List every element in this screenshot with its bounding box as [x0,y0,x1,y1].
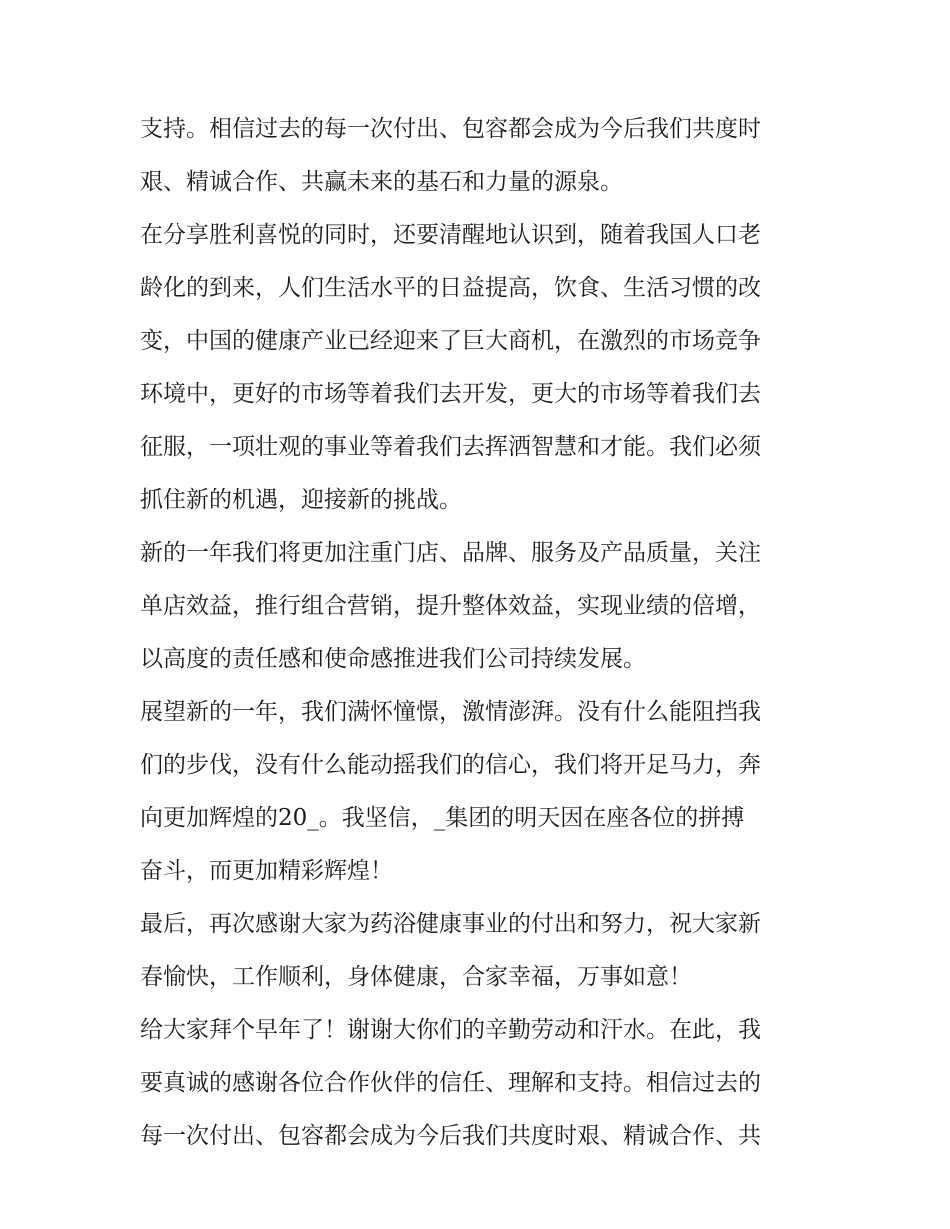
text-line: 环境中，更好的市场等着我们去开发，更大的市场等着我们去 [140,381,761,407]
text-line: 以高度的责任感和使命感推进我们公司持续发展。 [140,646,646,672]
text-line: 艰、精诚合作、共赢未来的基石和力量的源泉。 [140,169,623,195]
document-body [140,103,812,1163]
text-line: 奋斗，而更加精彩辉煌！ [140,858,393,884]
text-line: 最后，再次感谢大家为药浴健康事业的付出和努力，祝大家新 [140,911,761,937]
text-line: 每一次付出、包容都会成为今后我们共度时艰、精诚合作、共 [140,1123,761,1149]
text-line: 支持。相信过去的每一次付出、包容都会成为今后我们共度时 [140,116,761,142]
text-line: 们的步伐，没有什么能动摇我们的信心，我们将开足马力，奔 [140,752,761,778]
text-line: 在分享胜利喜悦的同时，还要清醒地认识到，随着我国人口老 [140,222,761,248]
text-line: 春愉快，工作顺利，身体健康，合家幸福，万事如意！ [140,964,692,990]
text-line: 抓住新的机遇，迎接新的挑战。 [140,487,462,513]
text-line: 要真诚的感谢各位合作伙伴的信任、理解和支持。相信过去的 [140,1070,761,1096]
text-line: 新的一年我们将更加注重门店、品牌、服务及产品质量，关注 [140,540,761,566]
text-line: 单店效益，推行组合营销，提升整体效益，实现业绩的倍增， [140,593,761,619]
text-line: 向更加辉煌的20_。我坚信，_集团的明天因在座各位的拼搏 [140,805,745,831]
text-line: 变，中国的健康产业已经迎来了巨大商机，在激烈的市场竞争 [140,328,761,354]
text-line: 展望新的一年，我们满怀憧憬，激情澎湃。没有什么能阻挡我 [140,699,761,725]
text-line: 征服，一项壮观的事业等着我们去挥洒智慧和才能。我们必须 [140,434,761,460]
text-line: 给大家拜个早年了！谢谢大你们的辛勤劳动和汗水。在此，我 [140,1017,761,1043]
text-line: 龄化的到来，人们生活水平的日益提高，饮食、生活习惯的改 [140,275,761,301]
